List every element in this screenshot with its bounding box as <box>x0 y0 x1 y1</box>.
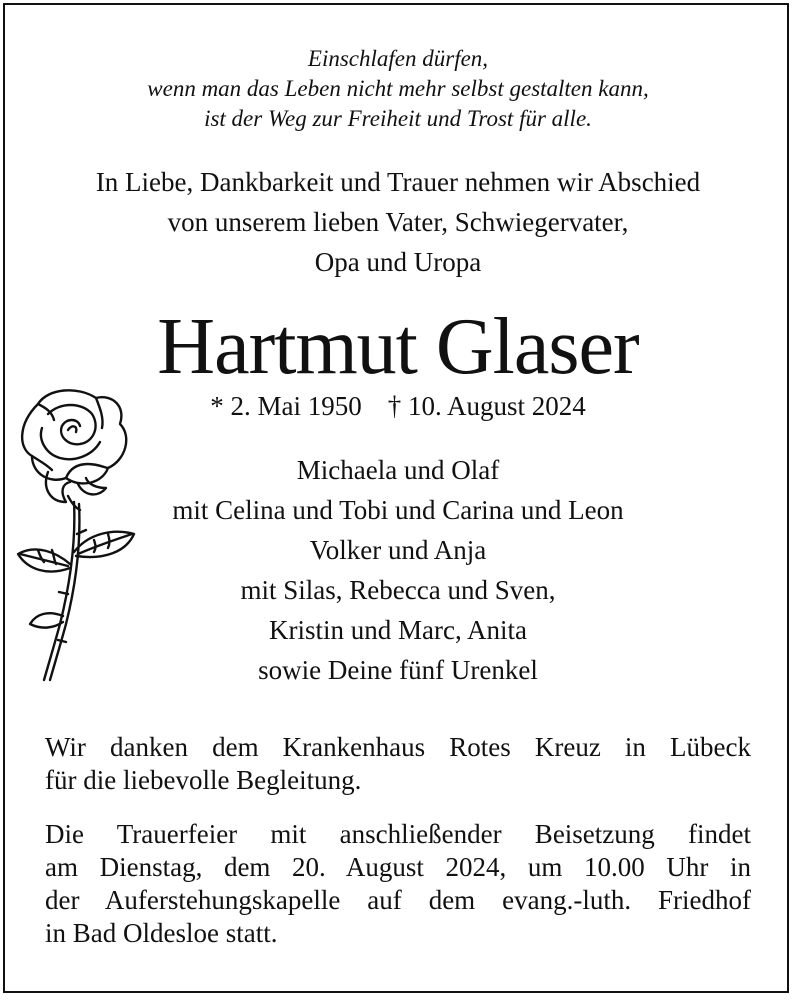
intro-line: Opa und Uropa <box>314 247 482 277</box>
poem-line: ist der Weg zur Freiheit und Trost für alle. <box>204 106 592 131</box>
death-date: † 10. August 2024 <box>387 391 586 421</box>
intro-text <box>0 162 796 282</box>
funeral-line: der Auferstehungskapelle auf dem evang.-luth. Friedhof <box>45 885 751 915</box>
funeral-paragraph <box>45 818 751 950</box>
family-line: mit Silas, Rebecca und Sven, <box>240 575 556 605</box>
funeral-line: Die Trauerfeier mit anschließender Beisetzung findet <box>45 819 751 849</box>
poem <box>0 44 796 134</box>
family-line: sowie Deine fünf Urenkel <box>258 655 538 685</box>
thanks-paragraph <box>45 731 751 797</box>
intro-line: In Liebe, Dankbarkeit und Trauer nehmen wir Abschied <box>95 167 701 197</box>
thanks-line: für die liebevolle Begleitung. <box>45 765 362 795</box>
family-line: Volker und Anja <box>309 535 487 565</box>
deceased-name: Hartmut Glaser <box>157 303 639 391</box>
family-line: Michaela und Olaf <box>296 455 500 485</box>
family-list <box>0 450 796 690</box>
thanks-line: Wir danken dem Krankenhaus Rotes Kreuz in Lübeck <box>45 732 751 762</box>
family-line: mit Celina und Tobi und Carina und Leon <box>172 495 624 525</box>
poem-line: Einschlafen dürfen, <box>307 46 489 71</box>
family-line: Kristin und Marc, Anita <box>269 615 527 645</box>
funeral-line: am Dienstag, dem 20. August 2024, um 10.00 Uhr in <box>45 852 751 882</box>
intro-line: von unserem lieben Vater, Schwiegervater, <box>167 207 629 237</box>
birth-date: * 2. Mai 1950 <box>210 391 362 421</box>
poem-line: wenn man das Leben nicht mehr selbst gestalten kann, <box>147 76 649 101</box>
funeral-line: in Bad Oldesloe statt. <box>45 918 278 948</box>
